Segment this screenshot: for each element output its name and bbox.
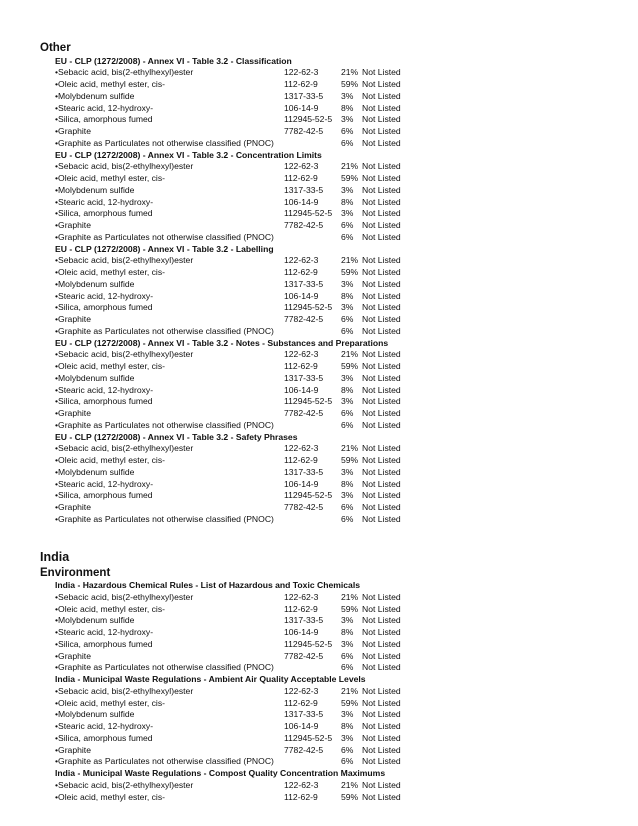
listing-status: Not Listed: [362, 255, 401, 266]
concentration-percent: 6%: [341, 502, 354, 512]
ingredient-name: •Graphite: [55, 650, 91, 661]
concentration-percent: 59%: [341, 361, 359, 371]
listing-status: Not Listed: [362, 396, 401, 407]
ingredient-name: •Oleic acid, methyl ester, cis-: [55, 697, 165, 708]
ingredient-name: •Silica, amorphous fumed: [55, 490, 153, 501]
cas-number: 1317-33-5: [284, 372, 324, 383]
listing-status: Not Listed: [362, 408, 401, 418]
listing-status: Not Listed: [362, 615, 401, 626]
regulation-heading: EU - CLP (1272/2008) - Annex VI - Table 3.2 - Concentration Limits: [55, 149, 322, 160]
ingredient-name: •Silica, amorphous fumed: [55, 114, 153, 125]
table-row: [0, 91, 638, 103]
cas-number: 106-14-9: [284, 102, 319, 113]
cas-number: 1317-33-5: [284, 709, 324, 720]
cas-number: 106-14-9: [284, 196, 319, 207]
table-row: [0, 208, 638, 220]
concentration-percent: 21%: [341, 161, 359, 172]
ingredient-name: •Graphite as Particulates not otherwise classified (PNOC): [55, 325, 274, 336]
table-row: [0, 502, 638, 514]
listing-status: Not Listed: [362, 513, 401, 524]
concentration-percent: 8%: [341, 721, 354, 731]
ingredient-name: •Molybdenum sulfide: [55, 372, 135, 383]
table-row: [0, 267, 638, 279]
concentration-percent: 59%: [341, 455, 359, 465]
listing-status: Not Listed: [362, 126, 401, 136]
concentration-percent: 21%: [341, 349, 359, 360]
ingredient-name: •Oleic acid, methyl ester, cis-: [55, 79, 165, 89]
listing-status: Not Listed: [362, 732, 401, 743]
listing-status: Not Listed: [362, 443, 401, 454]
concentration-percent: 3%: [341, 208, 354, 219]
cas-number: 106-14-9: [284, 290, 319, 301]
concentration-percent: 59%: [341, 603, 359, 614]
ingredient-name: •Graphite as Particulates not otherwise classified (PNOC): [55, 231, 274, 242]
listing-status: Not Listed: [362, 627, 401, 637]
ingredient-name: •Oleic acid, methyl ester, cis-: [55, 455, 165, 465]
listing-status: Not Listed: [362, 591, 401, 602]
concentration-percent: 8%: [341, 478, 354, 489]
listing-status: Not Listed: [362, 220, 401, 230]
cas-number: 122-62-3: [284, 591, 319, 602]
listing-status: Not Listed: [362, 349, 401, 360]
regulation-heading: India - Hazardous Chemical Rules - List of Hazardous and Toxic Chemicals: [55, 580, 360, 590]
listing-status: Not Listed: [362, 173, 401, 183]
listing-status: Not Listed: [362, 478, 401, 489]
cas-number: 7782-42-5: [284, 650, 324, 661]
ingredient-name: •Stearic acid, 12-hydroxy-: [55, 721, 154, 731]
table-row: [0, 185, 638, 197]
table-row: [0, 103, 638, 115]
listing-status: Not Listed: [362, 90, 401, 101]
ingredient-name: •Sebacic acid, bis(2-ethylhexyl)ester: [55, 255, 194, 266]
concentration-percent: 6%: [341, 325, 354, 336]
listing-status: Not Listed: [362, 114, 401, 125]
concentration-percent: 8%: [341, 627, 354, 637]
listing-status: Not Listed: [362, 231, 401, 242]
table-row: [0, 373, 638, 385]
listing-status: Not Listed: [362, 184, 401, 195]
concentration-percent: 59%: [341, 79, 359, 89]
table-row: [0, 314, 638, 326]
table-row: [0, 756, 638, 768]
concentration-percent: 21%: [341, 779, 359, 790]
listing-status: Not Listed: [362, 721, 401, 731]
regulation-heading: India - Municipal Waste Regulations - Compost Quality Concentration Maximums: [55, 768, 386, 778]
table-row: [0, 126, 638, 138]
listing-status: Not Listed: [362, 79, 401, 89]
table-row: [0, 361, 638, 373]
ingredient-name: •Graphite: [55, 126, 91, 136]
concentration-percent: 6%: [341, 513, 354, 524]
ingredient-name: •Graphite as Particulates not otherwise classified (PNOC): [55, 513, 274, 524]
listing-status: Not Listed: [362, 638, 401, 649]
ingredient-name: •Molybdenum sulfide: [55, 90, 135, 101]
concentration-percent: 6%: [341, 314, 354, 324]
listing-status: Not Listed: [362, 502, 401, 512]
subsection-heading: Environment: [40, 566, 111, 579]
concentration-percent: 6%: [341, 756, 354, 767]
ingredient-name: •Graphite as Particulates not otherwise classified (PNOC): [55, 756, 274, 767]
concentration-percent: 21%: [341, 591, 359, 602]
section-heading: India: [40, 549, 70, 564]
cas-number: 7782-42-5: [284, 744, 324, 755]
concentration-percent: 8%: [341, 384, 354, 395]
cas-number: 7782-42-5: [284, 408, 324, 418]
cas-number: 7782-42-5: [284, 220, 324, 230]
listing-status: Not Listed: [362, 466, 401, 477]
table-row: [0, 639, 638, 651]
table-row: [0, 780, 638, 792]
cas-number: 106-14-9: [284, 478, 319, 489]
ingredient-name: •Oleic acid, methyl ester, cis-: [55, 361, 165, 371]
listing-status: Not Listed: [362, 314, 401, 324]
ingredient-name: •Silica, amorphous fumed: [55, 396, 153, 407]
concentration-percent: 59%: [341, 791, 359, 802]
cas-number: 7782-42-5: [284, 502, 324, 512]
concentration-percent: 8%: [341, 290, 354, 301]
cas-number: 1317-33-5: [284, 615, 324, 626]
ingredient-name: •Molybdenum sulfide: [55, 466, 135, 477]
cas-number: 106-14-9: [284, 627, 319, 637]
listing-status: Not Listed: [362, 161, 401, 172]
listing-status: Not Listed: [362, 419, 401, 430]
ingredient-name: •Graphite: [55, 408, 91, 418]
concentration-percent: 3%: [341, 302, 354, 313]
listing-status: Not Listed: [362, 709, 401, 720]
cas-number: 112945-52-5: [284, 208, 333, 219]
concentration-percent: 6%: [341, 419, 354, 430]
table-row: [0, 733, 638, 745]
ingredient-name: •Molybdenum sulfide: [55, 184, 135, 195]
cas-number: 122-62-3: [284, 685, 319, 696]
table-row: [0, 745, 638, 757]
regulation-heading: EU - CLP (1272/2008) - Annex VI - Table 3.2 - Labelling: [55, 243, 274, 254]
concentration-percent: 21%: [341, 685, 359, 696]
table-row: [0, 490, 638, 502]
ingredient-name: •Graphite as Particulates not otherwise classified (PNOC): [55, 419, 274, 430]
cas-number: 1317-33-5: [284, 466, 324, 477]
table-row: [0, 408, 638, 420]
cas-number: 112945-52-5: [284, 490, 333, 501]
subsection-heading: Other: [40, 42, 71, 54]
cas-number: 112945-52-5: [284, 638, 333, 649]
concentration-percent: 3%: [341, 114, 354, 125]
concentration-percent: 8%: [341, 196, 354, 207]
listing-status: Not Listed: [362, 196, 401, 207]
ingredient-name: •Oleic acid, methyl ester, cis-: [55, 173, 165, 183]
table-row: [0, 79, 638, 91]
table-row: [0, 792, 638, 804]
ingredient-name: •Stearic acid, 12-hydroxy-: [55, 384, 154, 395]
table-row: [0, 709, 638, 721]
concentration-percent: 3%: [341, 396, 354, 407]
cas-number: 112-62-9: [284, 791, 318, 802]
listing-status: Not Listed: [362, 756, 401, 767]
regulation-heading: EU - CLP (1272/2008) - Annex VI - Table 3.2 - Classification: [55, 55, 292, 66]
table-row: [0, 255, 638, 267]
ingredient-name: •Graphite: [55, 502, 91, 512]
concentration-percent: 59%: [341, 173, 359, 183]
table-row: [0, 686, 638, 698]
listing-status: Not Listed: [362, 372, 401, 383]
concentration-percent: 6%: [341, 408, 354, 418]
listing-status: Not Listed: [362, 278, 401, 289]
ingredient-name: •Graphite: [55, 744, 91, 755]
table-row: [0, 615, 638, 627]
concentration-percent: 3%: [341, 90, 354, 101]
concentration-percent: 6%: [341, 220, 354, 230]
table-row: [0, 232, 638, 244]
listing-status: Not Listed: [362, 67, 401, 78]
listing-status: Not Listed: [362, 325, 401, 336]
concentration-percent: 6%: [341, 650, 354, 661]
ingredient-name: •Stearic acid, 12-hydroxy-: [55, 627, 154, 637]
concentration-percent: 3%: [341, 709, 354, 720]
listing-status: Not Listed: [362, 137, 401, 148]
ingredient-name: •Sebacic acid, bis(2-ethylhexyl)ester: [55, 161, 194, 172]
ingredient-name: •Sebacic acid, bis(2-ethylhexyl)ester: [55, 779, 194, 790]
concentration-percent: 3%: [341, 184, 354, 195]
ingredient-name: •Molybdenum sulfide: [55, 709, 135, 720]
concentration-percent: 3%: [341, 638, 354, 649]
concentration-percent: 21%: [341, 443, 359, 454]
table-row: [0, 291, 638, 303]
table-row: [0, 467, 638, 479]
table-row: [0, 114, 638, 126]
table-row: [0, 173, 638, 185]
concentration-percent: 3%: [341, 278, 354, 289]
table-row: [0, 651, 638, 663]
listing-status: Not Listed: [362, 361, 401, 371]
cas-number: 112-62-9: [284, 361, 318, 371]
ingredient-name: •Silica, amorphous fumed: [55, 638, 153, 649]
table-row: [0, 138, 638, 150]
ingredient-name: •Graphite as Particulates not otherwise classified (PNOC): [55, 137, 274, 148]
concentration-percent: 6%: [341, 662, 354, 673]
cas-number: 122-62-3: [284, 161, 319, 172]
ingredient-name: •Stearic acid, 12-hydroxy-: [55, 290, 154, 301]
concentration-percent: 3%: [341, 490, 354, 501]
ingredient-name: •Graphite: [55, 314, 91, 324]
ingredient-name: •Sebacic acid, bis(2-ethylhexyl)ester: [55, 685, 194, 696]
cas-number: 112-62-9: [284, 603, 318, 614]
listing-status: Not Listed: [362, 779, 401, 790]
listing-status: Not Listed: [362, 603, 401, 614]
listing-status: Not Listed: [362, 744, 401, 755]
concentration-percent: 6%: [341, 744, 354, 755]
cas-number: 112945-52-5: [284, 396, 333, 407]
concentration-percent: 3%: [341, 466, 354, 477]
listing-status: Not Listed: [362, 455, 401, 465]
ingredient-name: •Silica, amorphous fumed: [55, 732, 153, 743]
table-row: [0, 385, 638, 397]
ingredient-name: •Stearic acid, 12-hydroxy-: [55, 196, 154, 207]
cas-number: 112945-52-5: [284, 114, 333, 125]
cas-number: 112945-52-5: [284, 302, 333, 313]
regulation-heading: EU - CLP (1272/2008) - Annex VI - Table 3.2 - Safety Phrases: [55, 431, 298, 442]
ingredient-name: •Graphite as Particulates not otherwise classified (PNOC): [55, 662, 274, 673]
concentration-percent: 6%: [341, 231, 354, 242]
table-row: [0, 67, 638, 79]
ingredient-name: •Oleic acid, methyl ester, cis-: [55, 603, 165, 614]
ingredient-name: •Oleic acid, methyl ester, cis-: [55, 791, 165, 802]
listing-status: Not Listed: [362, 384, 401, 395]
ingredient-name: •Oleic acid, methyl ester, cis-: [55, 267, 165, 277]
listing-status: Not Listed: [362, 102, 401, 113]
concentration-percent: 6%: [341, 126, 354, 136]
cas-number: 106-14-9: [284, 384, 319, 395]
listing-status: Not Listed: [362, 208, 401, 219]
cas-number: 7782-42-5: [284, 314, 324, 324]
concentration-percent: 8%: [341, 102, 354, 113]
cas-number: 112-62-9: [284, 267, 318, 277]
concentration-percent: 6%: [341, 137, 354, 148]
ingredient-name: •Molybdenum sulfide: [55, 278, 135, 289]
ingredient-name: •Sebacic acid, bis(2-ethylhexyl)ester: [55, 67, 194, 78]
cas-number: 112-62-9: [284, 173, 318, 183]
listing-status: Not Listed: [362, 697, 401, 708]
cas-number: 122-62-3: [284, 779, 319, 790]
table-row: [0, 279, 638, 291]
concentration-percent: 3%: [341, 615, 354, 626]
table-row: [0, 302, 638, 314]
concentration-percent: 21%: [341, 67, 359, 78]
table-row: [0, 396, 638, 408]
cas-number: 122-62-3: [284, 67, 319, 78]
cas-number: 122-62-3: [284, 349, 319, 360]
cas-number: 112-62-9: [284, 455, 318, 465]
cas-number: 1317-33-5: [284, 278, 324, 289]
table-row: [0, 721, 638, 733]
listing-status: Not Listed: [362, 662, 401, 673]
table-row: [0, 604, 638, 616]
listing-status: Not Listed: [362, 685, 401, 696]
ingredient-name: •Molybdenum sulfide: [55, 615, 135, 626]
listing-status: Not Listed: [362, 267, 401, 277]
ingredient-name: •Stearic acid, 12-hydroxy-: [55, 478, 154, 489]
ingredient-name: •Stearic acid, 12-hydroxy-: [55, 102, 154, 113]
cas-number: 1317-33-5: [284, 90, 324, 101]
table-row: [0, 627, 638, 639]
table-row: [0, 349, 638, 361]
regulation-heading: India - Municipal Waste Regulations - Ambient Air Quality Acceptable Levels: [55, 674, 366, 684]
table-row: [0, 479, 638, 491]
ingredient-name: •Sebacic acid, bis(2-ethylhexyl)ester: [55, 591, 194, 602]
concentration-percent: 59%: [341, 267, 359, 277]
ingredient-name: •Silica, amorphous fumed: [55, 302, 153, 313]
cas-number: 1317-33-5: [284, 184, 324, 195]
concentration-percent: 59%: [341, 697, 359, 708]
table-row: [0, 514, 638, 526]
listing-status: Not Listed: [362, 290, 401, 301]
ingredient-name: •Silica, amorphous fumed: [55, 208, 153, 219]
listing-status: Not Listed: [362, 791, 401, 802]
ingredient-name: •Sebacic acid, bis(2-ethylhexyl)ester: [55, 443, 194, 454]
cas-number: 122-62-3: [284, 255, 319, 266]
cas-number: 7782-42-5: [284, 126, 324, 136]
table-row: [0, 326, 638, 338]
concentration-percent: 3%: [341, 732, 354, 743]
table-row: [0, 443, 638, 455]
cas-number: 112945-52-5: [284, 732, 333, 743]
cas-number: 112-62-9: [284, 79, 318, 89]
concentration-percent: 3%: [341, 372, 354, 383]
listing-status: Not Listed: [362, 650, 401, 661]
cas-number: 106-14-9: [284, 721, 319, 731]
cas-number: 112-62-9: [284, 697, 318, 708]
listing-status: Not Listed: [362, 302, 401, 313]
table-row: [0, 455, 638, 467]
ingredient-name: •Graphite: [55, 220, 91, 230]
concentration-percent: 21%: [341, 255, 359, 266]
table-row: [0, 420, 638, 432]
table-row: [0, 698, 638, 710]
table-row: [0, 220, 638, 232]
listing-status: Not Listed: [362, 490, 401, 501]
table-row: [0, 161, 638, 173]
table-row: [0, 197, 638, 209]
regulation-heading: EU - CLP (1272/2008) - Annex VI - Table 3.2 - Notes - Substances and Preparations: [55, 337, 389, 348]
cas-number: 122-62-3: [284, 443, 319, 454]
table-row: [0, 592, 638, 604]
table-row: [0, 662, 638, 674]
ingredient-name: •Sebacic acid, bis(2-ethylhexyl)ester: [55, 349, 194, 360]
